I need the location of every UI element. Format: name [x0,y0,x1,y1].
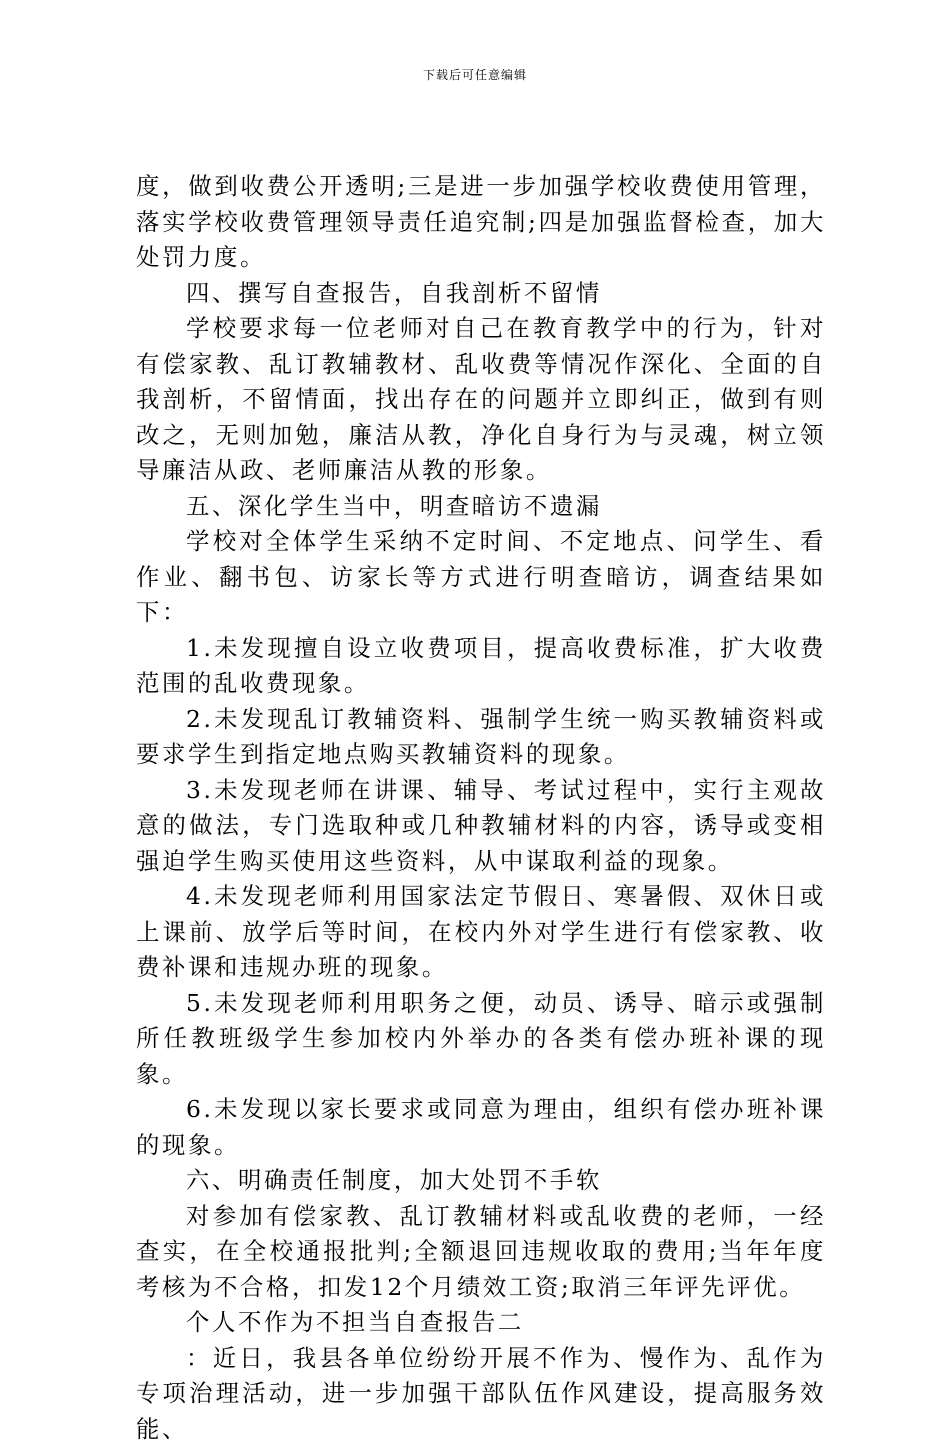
paragraph-1: 度，做到收费公开透明;三是进一步加强学校收费使用管理，落实学校收费管理领导责任追究制;四是加强监督检查，加大处罚力度。 [136,169,826,276]
finding-item-3: 3.未发现老师在讲课、辅导、考试过程中，实行主观故意的做法，专门选取种或几种教辅材料的内容，诱导或变相强迫学生购买使用这些资料，从中谋取利益的现象。 [136,773,826,880]
finding-item-2: 2.未发现乱订教辅资料、强制学生统一购买教辅资料或要求学生到指定地点购买教辅资料的现象。 [136,702,826,773]
finding-item-4: 4.未发现老师利用国家法定节假日、寒暑假、双休日或上课前、放学后等时间，在校内外对学生进行有偿家教、收费补课和违规办班的现象。 [136,879,826,986]
paragraph-report-2-intro: ：近日，我县各单位纷纷开展不作为、慢作为、乱作为专项治理活动，进一步加强干部队伍作风建设，提高服务效能、 [136,1341,826,1447]
paragraph-self-report: 学校要求每一位老师对自己在教育教学中的行为，针对有偿家教、乱订教辅教材、乱收费等情况作深化、全面的自我剖析，不留情面，找出存在的问题并立即纠正，做到有则改之，无则加勉，廉洁从教，净化自身行为与灵魂，树立领导廉洁从政、老师廉洁从教的形象。 [136,311,826,489]
finding-item-1: 1.未发现擅自设立收费项目，提高收费标准，扩大收费范围的乱收费现象。 [136,631,826,702]
finding-item-6: 6.未发现以家长要求或同意为理由，组织有偿办班补课的现象。 [136,1092,826,1163]
section-heading-6: 六、明确责任制度，加大处罚不手软 [136,1163,826,1199]
section-heading-4: 四、撰写自查报告，自我剖析不留情 [136,276,826,312]
paragraph-investigation: 学校对全体学生采纳不定时间、不定地点、问学生、看作业、翻书包、访家长等方式进行明查暗访，调查结果如下： [136,524,826,631]
finding-item-5: 5.未发现老师利用职务之便，动员、诱导、暗示或强制所任教班级学生参加校内外举办的各类有偿办班补课的现象。 [136,986,826,1093]
section-heading-5: 五、深化学生当中，明查暗访不遗漏 [136,489,826,525]
paragraph-penalties: 对参加有偿家教、乱订教辅材料或乱收费的老师，一经查实，在全校通报批判;全额退回违规收取的费用;当年年度考核为不合格，扣发12个月绩效工资;取消三年评先评优。 [136,1199,826,1306]
report-title-2: 个人不作为不担当自查报告二 [136,1305,826,1341]
page-header: 下载后可任意编辑 [0,66,950,83]
document-body [136,169,826,1447]
